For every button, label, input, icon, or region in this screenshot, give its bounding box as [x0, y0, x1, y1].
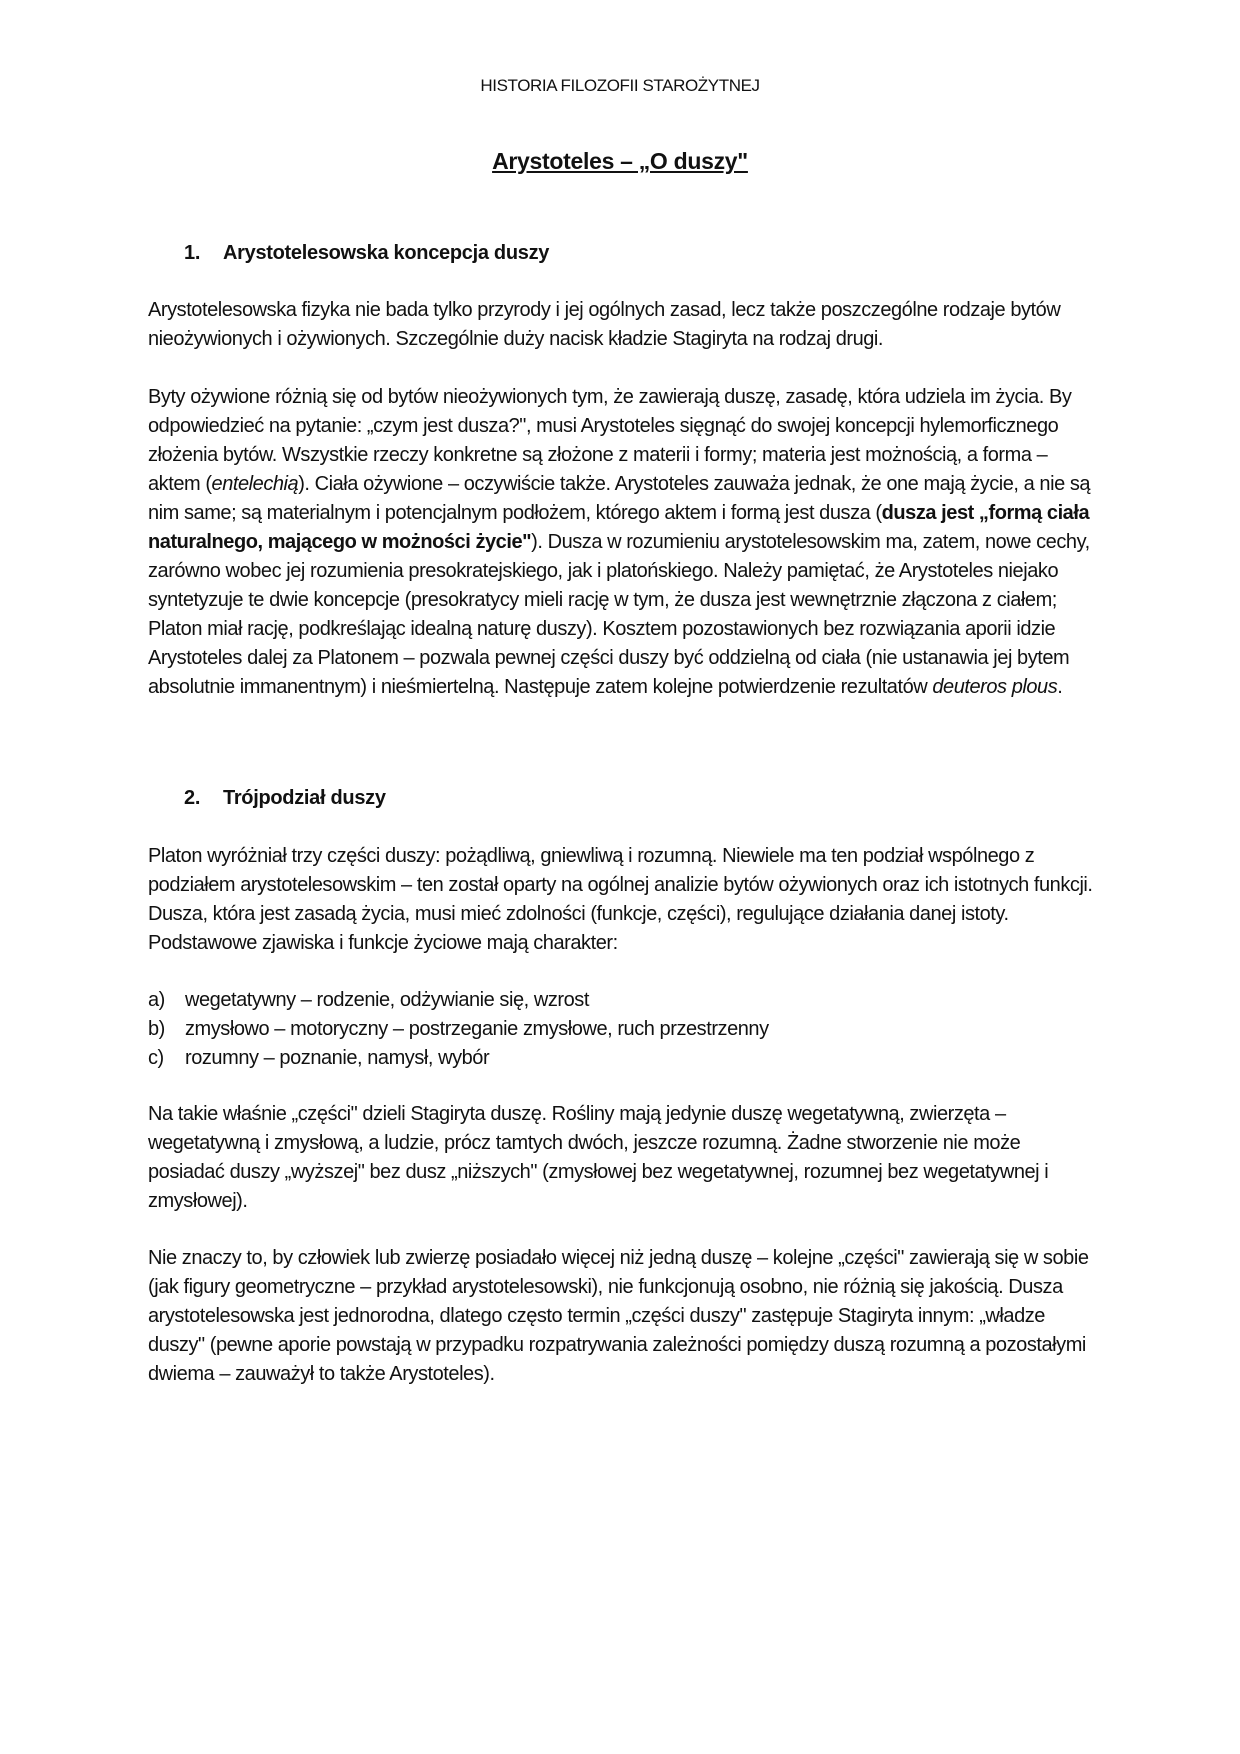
section-2-heading: [184, 787, 386, 810]
section-1-paragraph-1: [148, 296, 1093, 354]
section-1-paragraph-2: [148, 383, 1093, 702]
list-item: [148, 1015, 1093, 1044]
text-run: ). Dusza w rozumieniu arystotelesowskim ma, zatem, nowe cechy, zarówno wobec jej rozumienia presokratejskiego, jak i platońskiego. Należy pamiętać, że Arystoteles niejako syntetyzuje te dwie koncepcje (presokratycy mieli rację w tym, że dusza jest wewnętrznie złączona z ciałem; Platon miał rację, podkreślając idealną naturę duszy). Kosztem pozostawionych bez rozwiązania aporii idzie Arystoteles dalej za Platonem – pozwala pewnej części duszy być oddzielną od ciała (nie ustanawia jej bytem absolutnie immanentnym) i nieśmiertelną. Następuje zatem kolejne potwierdzenie rezultatów: [148, 531, 1090, 698]
term-deuteros-plous: deuteros plous: [932, 676, 1058, 698]
term-entelechia: entelechią: [211, 473, 299, 495]
list-marker: c): [148, 1047, 164, 1069]
paragraph-text: Nie znaczy to, by człowiek lub zwierzę posiadało więcej niż jedną duszę – kolejne „części" zawierają się w sobie (jak figury geometryczne – przykład arystotelesowski), nie funkcjonują osobno, nie różnią się jakością. Dusza arystotelesowska jest jednorodna, dlatego często termin „części duszy" zastępuje Stagiryta innym: „władze duszy" (pewne aporie powstają w przypadku rozpatrywania zależności pomiędzy duszą rozumną a pozostałymi dwiema – zauważył to także Arystoteles).: [148, 1247, 1089, 1385]
list-item-text: rozumny – poznanie, namysł, wybór: [185, 1047, 490, 1069]
soul-definition: dusza jest „formą ciała naturalnego, mającego w możności życie": [148, 502, 1090, 553]
section-2-paragraph-3: [148, 1244, 1093, 1389]
text-run: Byty ożywione różnią się od bytów nieożywionych tym, że zawierają duszę, zasadę, która udziela im życia. By odpowiedzieć na pytanie: „czym jest dusza?", musi Arystoteles sięgnąć do swojej koncepcji hylemorficznego złożenia bytów. Wszystkie rzeczy konkretne są złożone z materii i formy; materia jest możnością, a forma – aktem (: [148, 386, 1072, 495]
list-marker: a): [148, 989, 165, 1011]
section-1-title: Arystotelesowska koncepcja duszy: [223, 242, 550, 264]
section-1-number: 1.: [184, 242, 201, 264]
page-header: HISTORIA FILOZOFII STAROŻYTNEJ: [480, 76, 760, 95]
section-2-title: Trójpodział duszy: [223, 787, 386, 809]
section-2-paragraph-1: [148, 842, 1093, 958]
list-item: [148, 986, 1093, 1015]
list-item-text: zmysłowo – motoryczny – postrzeganie zmysłowe, ruch przestrzenny: [185, 1018, 769, 1040]
text-run: ). Ciała ożywione – oczywiście także. Arystoteles zauważa jednak, że one mają życie, a nie są nim same; są materialnym i potencjalnym podłożem, którego aktem i formą jest dusza (: [148, 473, 1091, 524]
section-2-number: 2.: [184, 787, 201, 809]
text-run: .: [1057, 676, 1063, 698]
list-marker: b): [148, 1018, 165, 1040]
paragraph-text: Arystotelesowska fizyka nie bada tylko przyrody i jej ogólnych zasad, lecz także poszczególne rodzaje bytów nieożywionych i ożywionych. Szczególnie duży nacisk kładzie Stagiryta na rodzaj drugi.: [148, 299, 1061, 350]
section-1-heading: [184, 242, 549, 265]
paragraph-text: [148, 383, 1093, 702]
list-item-text: wegetatywny – rodzenie, odżywianie się, wzrost: [185, 989, 589, 1011]
list-item: [148, 1044, 1093, 1073]
document-title: Arystoteles – „O duszy": [492, 148, 748, 174]
functions-list: [148, 986, 1093, 1073]
paragraph-text: Platon wyróżniał trzy części duszy: pożądliwą, gniewliwą i rozumną. Niewiele ma ten podział wspólnego z podziałem arystotelesowskim – ten został oparty na ogólnej analizie bytów ożywionych oraz ich istotnych funkcji. Dusza, która jest zasadą życia, musi mieć zdolności (funkcje, części), regulujące działania danej istoty. Podstawowe zjawiska i funkcje życiowe mają charakter:: [148, 845, 1093, 954]
section-2-paragraph-2: [148, 1100, 1093, 1216]
paragraph-text: Na takie właśnie „części" dzieli Stagiryta duszę. Rośliny mają jedynie duszę wegetatywną, zwierzęta – wegetatywną i zmysłową, a ludzie, prócz tamtych dwóch, jeszcze rozumną. Żadne stworzenie nie może posiadać duszy „wyższej" bez dusz „niższych" (zmysłowej bez wegetatywnej, rozumnej bez wegetatywnej i zmysłowej).: [148, 1103, 1049, 1212]
